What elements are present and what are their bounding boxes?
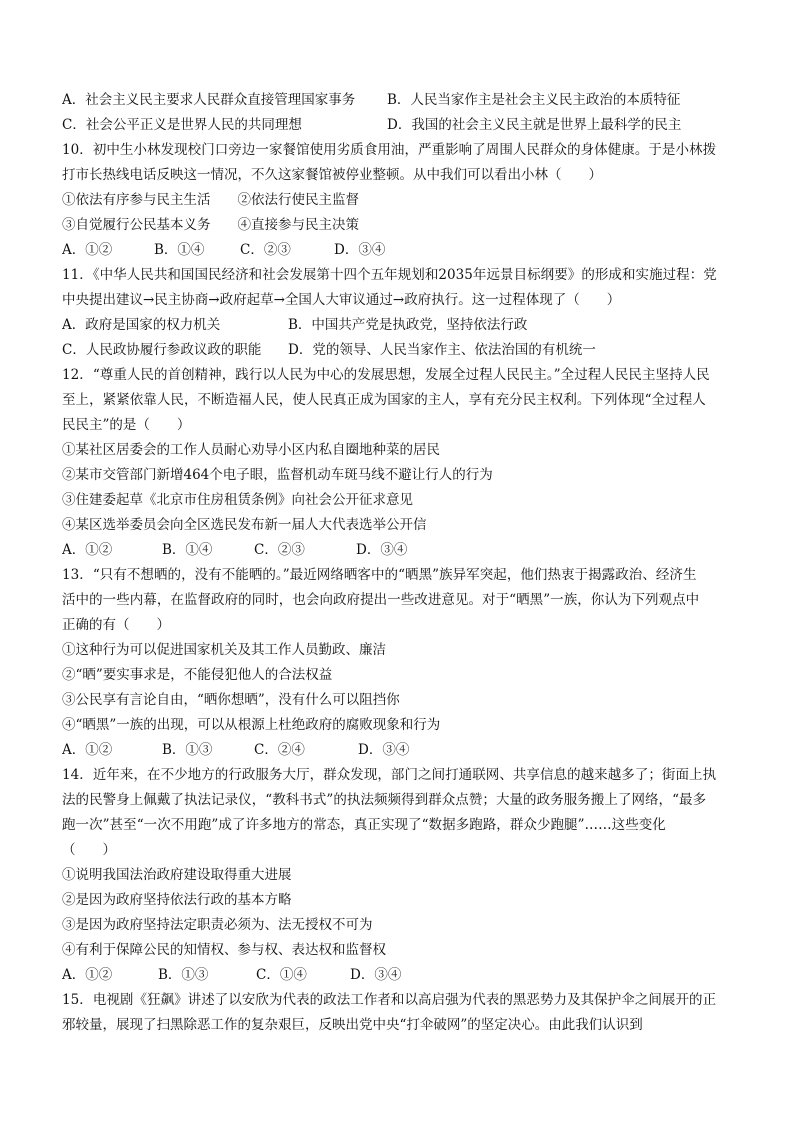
q15-stem-line: 15．电视剧《狂飙》讲述了以安欣为代表的政法工作者和以高启强为代表的黑恶势力及其保护伞之间展开的正 xyxy=(62,992,717,1008)
q10-stem-line: 打市长热线电话反映这一情况，不久这家餐馆被停业整顿。从中我们可以看出小林（ ） xyxy=(62,167,602,183)
q13-option-b: B．①③ xyxy=(162,742,213,758)
q10-statement-line: ③自觉履行公民基本义务 ④直接参与民主决策 xyxy=(62,217,359,233)
q10-option-d: D．③④ xyxy=(334,242,386,258)
q14-options xyxy=(62,963,738,988)
q13-statement-line: ④“晒黑”一族的出现，可以从根源上杜绝政府的腐败现象和行为 xyxy=(62,717,441,733)
q15-stem-line: 邪较量，展现了扫黑除恶工作的复杂艰巨，反映出党中央“打伞破网”的坚定决心。由此我们认识到 xyxy=(62,1017,643,1033)
q14-statement-line: ①说明我国法治政府建设取得重大进展 xyxy=(62,867,292,883)
q11-option-row-2 xyxy=(62,338,738,363)
q13-option-a: A．①② xyxy=(62,742,113,758)
q14-option-c: C．①④ xyxy=(256,967,307,983)
exam-page xyxy=(62,88,738,1038)
q12-option-b: B．①④ xyxy=(162,542,213,558)
q9-option-a: A．社会主义民主要求人民群众直接管理国家事务 xyxy=(62,92,356,108)
q11-option-d: D．党的领导、人民当家作主、依法治国的有机统一 xyxy=(288,342,596,358)
q11-option-a: A．政府是国家的权力机关 xyxy=(62,317,221,333)
q14-stem-line: （ ） xyxy=(62,842,116,858)
q9-option-c: C．社会公平正义是世界人民的共同理想 xyxy=(62,117,302,133)
q13-options xyxy=(62,738,738,763)
q12-option-c: C．②③ xyxy=(254,542,305,558)
q12-statement-line: ④某区选举委员会向全区选民发布新一届人大代表选举公开信 xyxy=(62,517,427,533)
q14-stem-line: 法的民警身上佩戴了执法记录仪，“教科书式”的执法频频得到群众点赞；大量的政务服务搬上了网络，“最多 xyxy=(62,792,707,808)
q14-statement-line: ②是因为政府坚持依法行政的基本方略 xyxy=(62,892,292,908)
q11-stem-line: 中央提出建议→民主协商→政府起草→全国人大审议通过→政府执行。这一过程体现了（ ） xyxy=(62,292,621,308)
q14-option-b: B．①③ xyxy=(158,967,209,983)
q14-statement-line: ③是因为政府坚持法定职责必须为、法无授权不可为 xyxy=(62,917,373,933)
q10-statement-line: ①依法有序参与民主生活 ②依法行使民主监督 xyxy=(62,192,359,208)
q10-option-a: A．①② xyxy=(62,242,113,258)
q11-stem-line: 11．《中华人民共和国国民经济和社会发展第十四个五年规划和2035年远景目标纲要》的形成和实施过程：党 xyxy=(62,267,717,283)
q13-statement-line: ③公民享有言论自由，“晒你想晒”，没有什么可以阻挡你 xyxy=(62,692,400,708)
q10-option-b: B．①④ xyxy=(154,242,205,258)
q14-stem-line: 跑一次”甚至“一次不用跑”成了许多地方的常态，真正实现了“数据多跑路，群众少跑腿”……这些变化 xyxy=(62,817,666,833)
q13-stem-line: 13．“只有不想晒的，没有不能晒的。”最近网络晒客中的“晒黑”族异军突起，他们热衷于揭露政治、经济生 xyxy=(62,567,697,583)
q9-option-b: B．人民当家作主是社会主义民主政治的本质特征 xyxy=(387,92,681,108)
q12-statement-line: ③住建委起草《北京市住房租赁条例》向社会公开征求意见 xyxy=(62,492,413,508)
q10-options xyxy=(62,238,738,263)
q12-stem-line: 民民主”的是（ ） xyxy=(62,417,191,433)
q10-stem-line: 10．初中生小林发现校门口旁边一家餐馆使用劣质食用油，严重影响了周围人民群众的身体健康。于是小林拨 xyxy=(62,142,717,158)
q13-stem-line: 正确的有（ ） xyxy=(62,617,170,633)
q12-statement-line: ②某市交管部门新增464个电子眼，监督机动车斑马线不避让行人的行为 xyxy=(62,467,493,483)
q14-option-a: A．①② xyxy=(62,967,113,983)
q11-option-row-1 xyxy=(62,313,738,338)
q12-option-d: D．③④ xyxy=(356,542,408,558)
q14-statement-line: ④有利于保障公民的知情权、参与权、表达权和监督权 xyxy=(62,942,386,958)
q13-option-c: C．②④ xyxy=(254,742,305,758)
q10-option-c: C．②③ xyxy=(240,242,291,258)
q14-stem-line: 14．近年来，在不少地方的行政服务大厅，群众发现，部门之间打通联网、共享信息的越来越多了；街面上执 xyxy=(62,767,717,783)
q13-stem-line: 活中的一些内幕，在监督政府的同时，也会向政府提出一些改进意见。对于“晒黑”一族，你认为下列观点中 xyxy=(62,592,700,608)
q11-option-c: C．人民政协履行参政议政的职能 xyxy=(62,342,262,358)
q13-option-d: D．③④ xyxy=(358,742,410,758)
q12-option-a: A．①② xyxy=(62,542,113,558)
q12-options xyxy=(62,538,738,563)
q12-stem-line: 12．“尊重人民的首创精神，践行以人民为中心的发展思想，发展全过程人民民主。”全过程人民民主坚持人民 xyxy=(62,367,710,383)
q14-option-d: D．③④ xyxy=(350,967,402,983)
q13-statement-line: ②“晒”要实事求是，不能侵犯他人的合法权益 xyxy=(62,667,333,683)
q11-option-b: B．中国共产党是执政党，坚持依法行政 xyxy=(288,317,528,333)
q9-option-row-1 xyxy=(62,88,738,113)
q13-statement-line: ①这种行为可以促进国家机关及其工作人员勤政、廉洁 xyxy=(62,642,386,658)
q12-statement-line: ①某社区居委会的工作人员耐心劝导小区内私自圈地种菜的居民 xyxy=(62,442,440,458)
q12-stem-line: 至上，紧紧依靠人民，不断造福人民，使人民真正成为国家的主人，享有充分民主权利。下列体现“全过程人 xyxy=(62,392,706,408)
q9-option-row-2 xyxy=(62,113,738,138)
q9-option-d: D．我国的社会主义民主就是世界上最科学的民主 xyxy=(387,117,682,133)
